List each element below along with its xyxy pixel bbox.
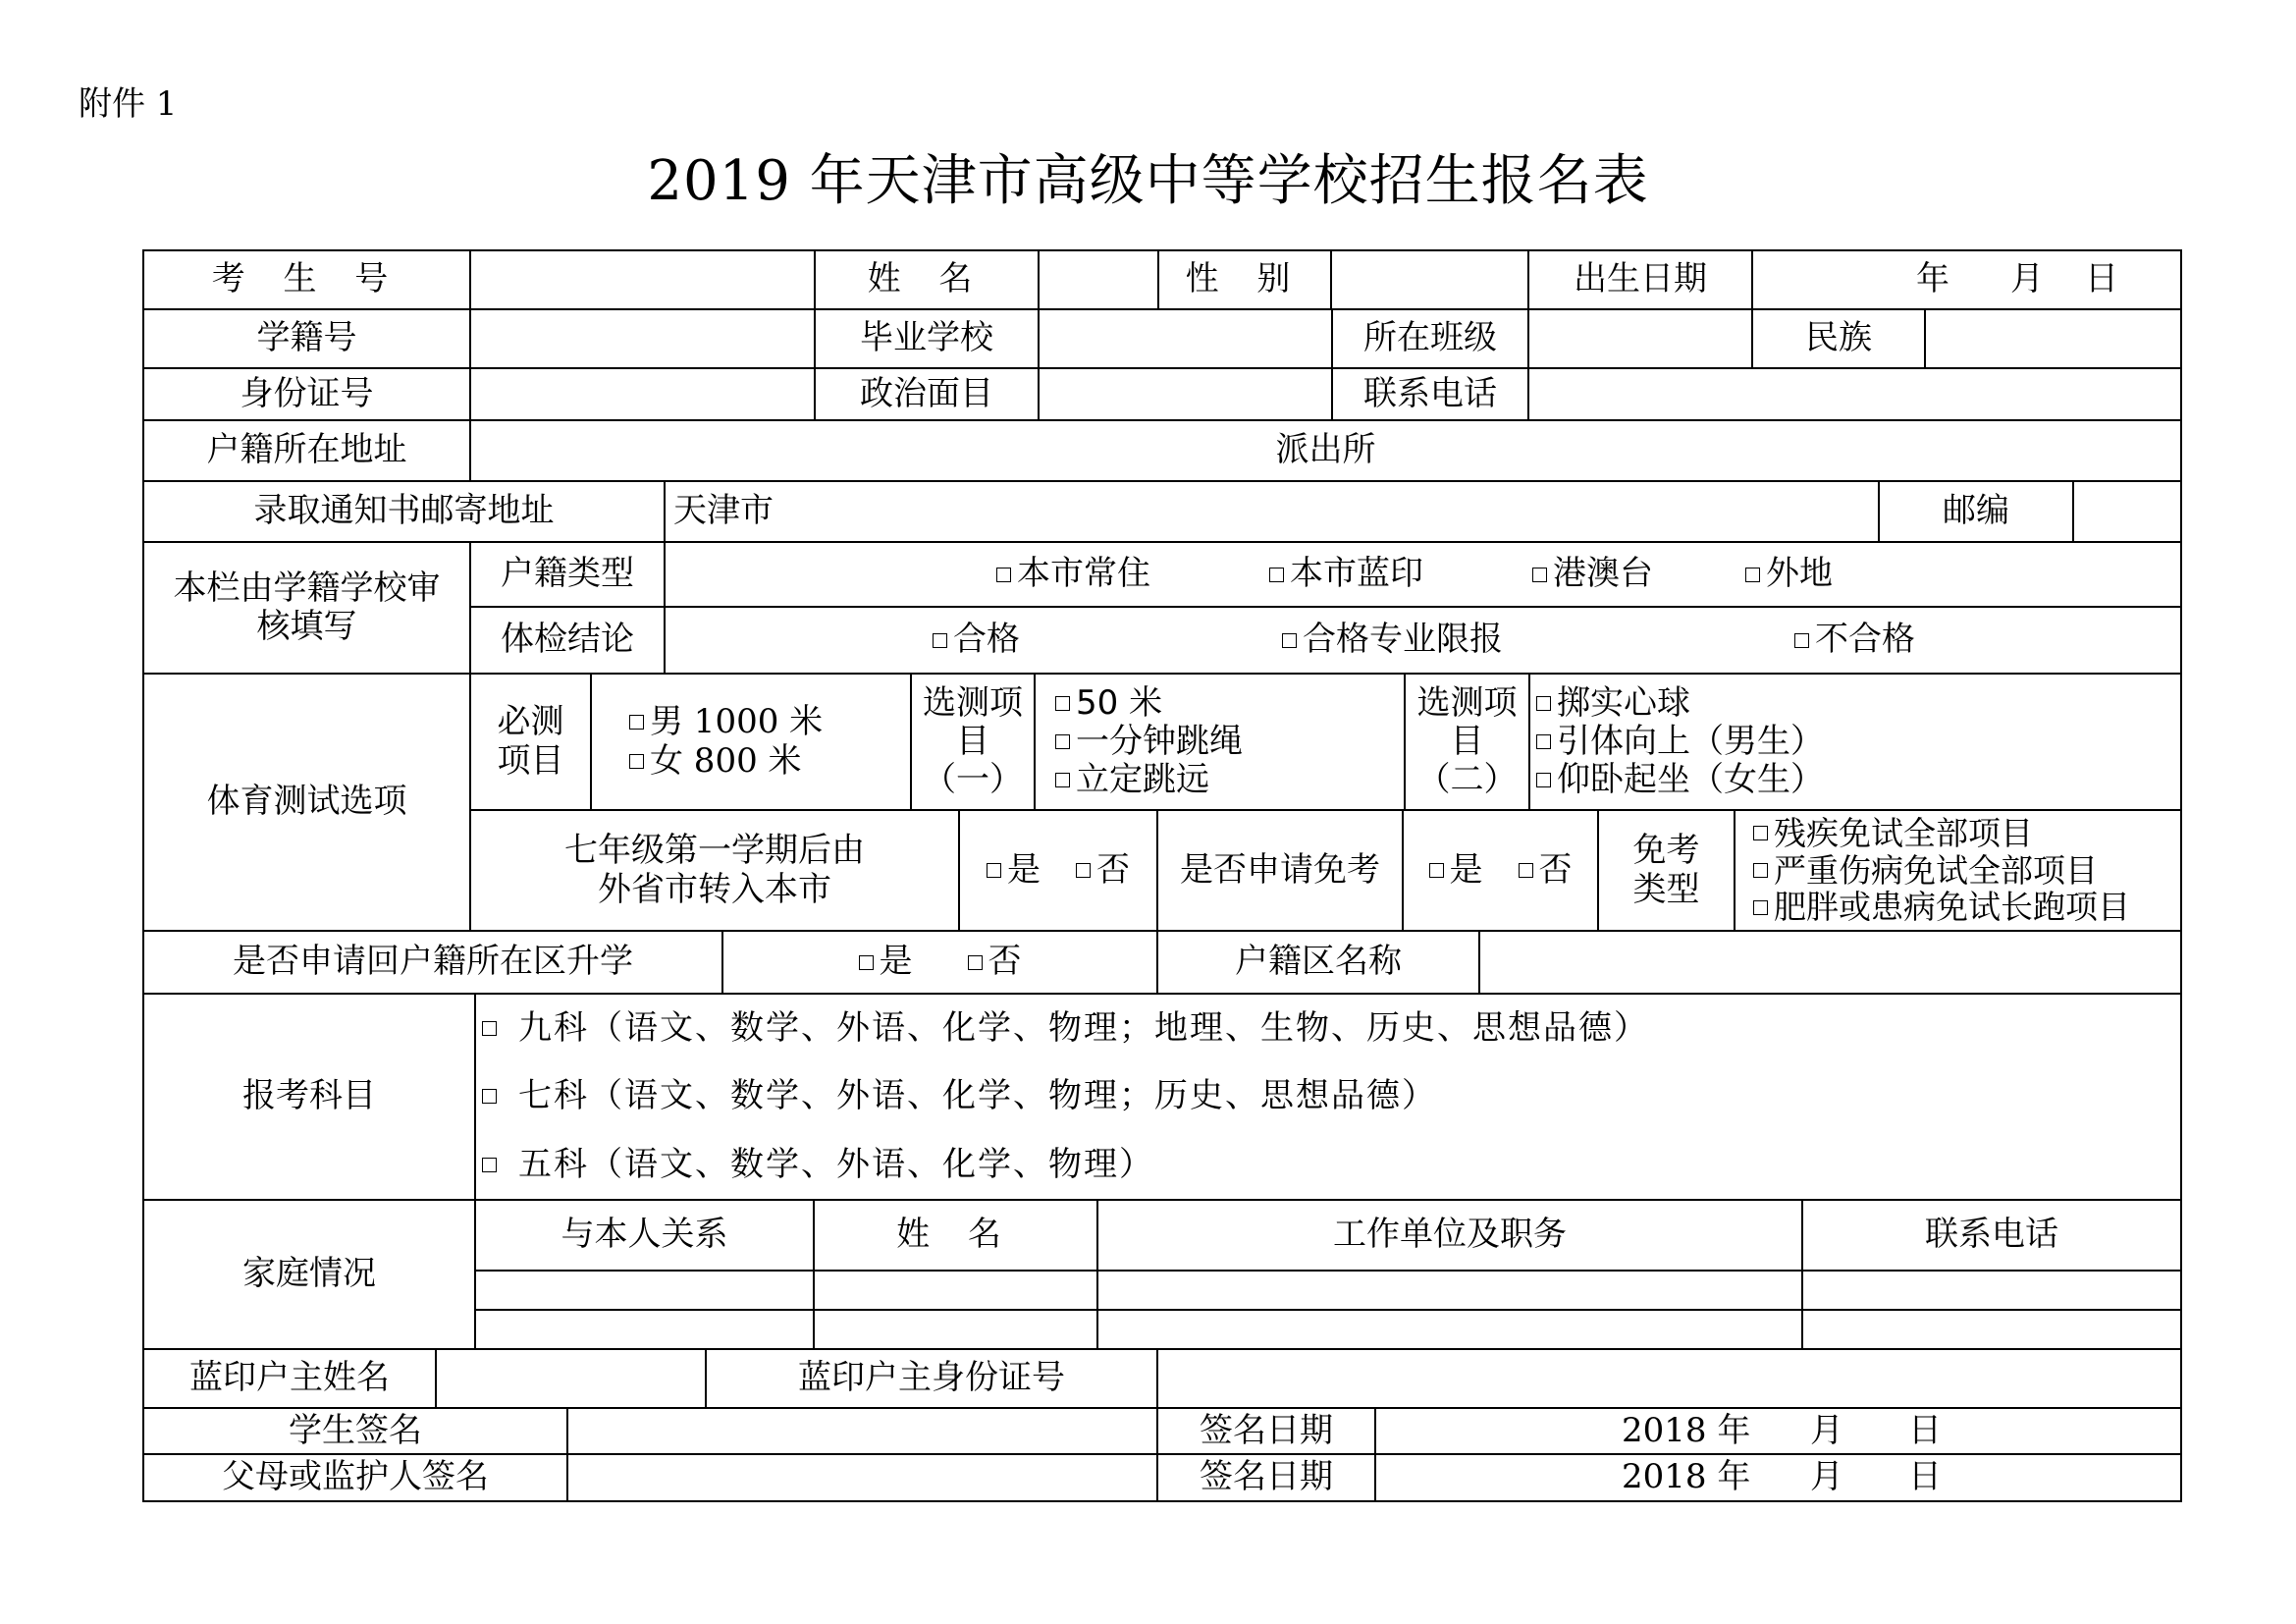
exempt-apply-options (1402, 809, 1599, 932)
ethnic-field[interactable] (1924, 308, 2182, 369)
registration-form (142, 249, 2182, 1502)
checkbox-icon (1519, 863, 1533, 878)
transfer-opt-yes[interactable]: 是 (987, 851, 1041, 890)
checkbox-icon (1055, 773, 1070, 787)
checkbox-icon (1076, 863, 1091, 878)
hukou-address-field[interactable] (469, 419, 2182, 482)
family-work-header: 工作单位及职务 (1096, 1199, 1803, 1272)
pe-test-label: 体育测试选项 (142, 673, 471, 932)
subject-opt-nine[interactable]: 九科（语文、数学、外语、化学、物理；地理、生物、历史、思想品德） (482, 1009, 1649, 1048)
exempt-opt-yes[interactable]: 是 (1429, 851, 1483, 890)
family-name-cell[interactable] (813, 1309, 1098, 1350)
checkbox-icon (482, 1089, 497, 1104)
family-relation-header: 与本人关系 (474, 1199, 815, 1272)
gender-label: 性 别 (1157, 249, 1332, 310)
annex-label: 附件 1 (79, 84, 178, 124)
family-relation-cell[interactable] (474, 1270, 815, 1311)
form-title: 2019 年天津市高级中等学校招生报名表 (647, 149, 1649, 213)
health-check-options (664, 606, 2182, 675)
exempt-type-options (1734, 809, 2182, 932)
checkbox-icon (1536, 696, 1551, 711)
ethnic-label: 民族 (1751, 308, 1926, 369)
pe-opt-rope-skip[interactable]: 一分钟跳绳 (1055, 723, 1243, 761)
checkbox-icon (1269, 568, 1284, 582)
phone-label: 联系电话 (1331, 367, 1529, 421)
transfer-opt-no[interactable]: 否 (1076, 851, 1130, 890)
pe-elective1-options (1034, 673, 1406, 811)
checkbox-icon (1532, 568, 1547, 582)
postcode-field[interactable] (2072, 480, 2182, 543)
phone-field[interactable] (1527, 367, 2182, 421)
sign-year: 2018 年 (1622, 1457, 1751, 1497)
sign-month-unit: 月 (1810, 1457, 1843, 1497)
family-phone-header: 联系电话 (1801, 1199, 2182, 1272)
pe-opt-male-1000m[interactable]: 男 1000 米 (629, 703, 823, 741)
pe-opt-pull-up[interactable]: 引体向上（男生） (1536, 723, 1824, 761)
pe-opt-female-800m[interactable]: 女 800 米 (629, 742, 802, 781)
checkbox-icon (1282, 633, 1297, 648)
checkbox-icon (1429, 863, 1444, 878)
exempt-opt-disability[interactable]: 残疾免试全部项目 (1753, 815, 2033, 852)
pe-elective2-options (1528, 673, 2182, 811)
family-phone-cell[interactable] (1801, 1309, 2182, 1350)
family-work-cell[interactable] (1096, 1270, 1803, 1311)
family-name-cell[interactable] (813, 1270, 1098, 1311)
hukou-opt-outside[interactable]: 外地 (1745, 555, 1833, 593)
sign-day-unit: 日 (1908, 1410, 1942, 1450)
subjects-label: 报考科目 (142, 993, 476, 1201)
checkbox-icon (1536, 773, 1551, 787)
hukou-district-field[interactable] (1478, 930, 2182, 995)
checkbox-icon (996, 568, 1011, 582)
pe-required-options (590, 673, 912, 811)
family-name-header: 姓 名 (813, 1199, 1098, 1272)
blue-holder-name-field[interactable] (435, 1348, 707, 1409)
mail-address-field[interactable]: 天津市 (664, 480, 1880, 543)
checkbox-icon (968, 955, 983, 970)
student-sign-date-label: 签名日期 (1156, 1407, 1376, 1455)
blue-holder-id-label: 蓝印户主身份证号 (705, 1348, 1158, 1409)
birth-date-field[interactable] (1751, 249, 2182, 310)
checkbox-icon (1055, 734, 1070, 749)
student-sign-field[interactable] (566, 1407, 1158, 1455)
pe-elective2-label: 选测项目（二） (1404, 673, 1530, 811)
health-opt-restricted[interactable]: 合格专业限报 (1282, 621, 1503, 659)
student-sign-date-field[interactable] (1374, 1407, 2182, 1455)
exam-no-label: 考 生 号 (142, 249, 471, 310)
pe-opt-long-jump[interactable]: 立定跳远 (1055, 761, 1209, 799)
name-label: 姓 名 (814, 249, 1040, 310)
grad-school-field[interactable] (1038, 308, 1333, 369)
family-work-cell[interactable] (1096, 1309, 1803, 1350)
hukou-address-label: 户籍所在地址 (142, 419, 471, 482)
hukou-type-label: 户籍类型 (469, 541, 666, 608)
blue-holder-name-label: 蓝印户主姓名 (142, 1348, 437, 1409)
sign-month-unit: 月 (1810, 1410, 1843, 1450)
pe-opt-50m[interactable]: 50 米 (1055, 684, 1162, 723)
checkbox-icon (1753, 900, 1768, 915)
parent-sign-date-label: 签名日期 (1156, 1453, 1376, 1502)
return-opt-yes[interactable]: 是 (859, 943, 913, 981)
exempt-opt-no[interactable]: 否 (1519, 851, 1573, 890)
subject-opt-seven[interactable]: 七科（语文、数学、外语、化学、物理；历史、思想品德） (482, 1077, 1437, 1115)
id-no-label: 身份证号 (142, 367, 471, 421)
parent-sign-field[interactable] (566, 1453, 1158, 1502)
family-label: 家庭情况 (142, 1199, 476, 1350)
sign-day-unit: 日 (1908, 1457, 1942, 1497)
checkbox-icon (987, 863, 1001, 878)
exempt-opt-obesity[interactable]: 肥胖或患病免试长跑项目 (1753, 889, 2130, 926)
pe-opt-sit-up[interactable]: 仰卧起坐（女生） (1536, 761, 1824, 799)
checkbox-icon (1055, 696, 1070, 711)
gender-field[interactable] (1330, 249, 1529, 310)
checkbox-icon (482, 1158, 497, 1172)
political-field[interactable] (1038, 367, 1333, 421)
health-opt-pass[interactable]: 合格 (933, 621, 1020, 659)
parent-sign-date-field[interactable] (1374, 1453, 2182, 1502)
postcode-label: 邮编 (1878, 480, 2074, 543)
birth-year-unit: 年 (1916, 259, 1949, 299)
id-no-field[interactable] (469, 367, 816, 421)
birth-date-label: 出生日期 (1527, 249, 1753, 310)
checkbox-icon (482, 1021, 497, 1036)
return-district-label: 是否申请回户籍所在区升学 (142, 930, 723, 995)
sign-year: 2018 年 (1622, 1410, 1751, 1450)
hukou-opt-hk-macau-tw[interactable]: 港澳台 (1532, 555, 1653, 593)
family-relation-cell[interactable] (474, 1309, 815, 1350)
birth-month-unit: 月 (2010, 259, 2044, 299)
transfer-options (958, 809, 1158, 932)
subject-opt-five[interactable]: 五科（语文、数学、外语、化学、物理） (482, 1146, 1154, 1184)
blue-holder-id-field[interactable] (1156, 1348, 2182, 1409)
class-label: 所在班级 (1331, 308, 1529, 369)
health-opt-fail[interactable]: 不合格 (1794, 621, 1915, 659)
return-district-options (721, 930, 1158, 995)
checkbox-icon (1536, 734, 1551, 749)
status-no-field[interactable] (469, 308, 816, 369)
health-check-label: 体检结论 (469, 606, 666, 675)
checkbox-icon (1753, 863, 1768, 878)
transfer-label: 七年级第一学期后由外省市转入本市 (469, 809, 960, 932)
exempt-opt-injury[interactable]: 严重伤病免试全部项目 (1753, 852, 2098, 890)
family-phone-cell[interactable] (1801, 1270, 2182, 1311)
checkbox-icon (1753, 826, 1768, 840)
checkbox-icon (859, 955, 874, 970)
student-sign-label: 学生签名 (142, 1407, 568, 1455)
subjects-options (474, 993, 2182, 1201)
checkbox-icon (629, 754, 644, 769)
hukou-opt-blue-seal[interactable]: 本市蓝印 (1269, 555, 1423, 593)
grad-school-label: 毕业学校 (814, 308, 1040, 369)
class-field[interactable] (1527, 308, 1753, 369)
return-opt-no[interactable]: 否 (968, 943, 1022, 981)
checkbox-icon (1794, 633, 1809, 648)
name-field[interactable] (1038, 249, 1159, 310)
hukou-type-options (664, 541, 2182, 608)
pe-required-label: 必测项目 (469, 673, 592, 811)
exempt-type-label: 免考类型 (1597, 809, 1735, 932)
hukou-district-label: 户籍区名称 (1156, 930, 1480, 995)
mail-address-label: 录取通知书邮寄地址 (142, 480, 666, 543)
parent-sign-label: 父母或监护人签名 (142, 1453, 568, 1502)
exam-no-field[interactable] (469, 249, 816, 310)
checkbox-icon (1745, 568, 1760, 582)
birth-day-unit: 日 (2085, 259, 2118, 299)
exempt-apply-label: 是否申请免考 (1156, 809, 1404, 932)
pe-elective1-label: 选测项目（一） (910, 673, 1036, 811)
status-no-label: 学籍号 (142, 308, 471, 369)
checkbox-icon (933, 633, 947, 648)
checkbox-icon (629, 715, 644, 730)
pe-opt-shot-put[interactable]: 掷实心球 (1536, 684, 1690, 723)
political-label: 政治面目 (814, 367, 1040, 421)
school-section-label: 本栏由学籍学校审核填写 (142, 541, 471, 675)
police-station-label: 派出所 (1275, 430, 1376, 470)
hukou-opt-resident[interactable]: 本市常住 (996, 555, 1150, 593)
